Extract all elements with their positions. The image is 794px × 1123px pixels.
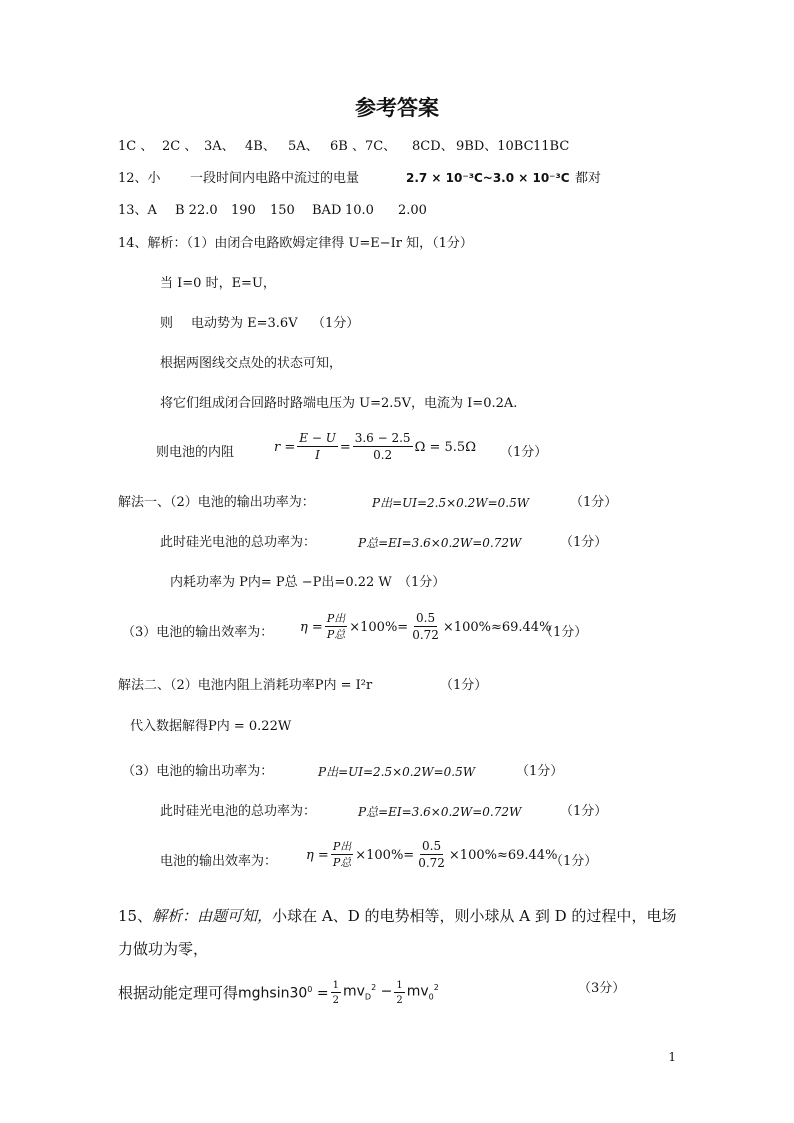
- q14-line-5: 将它们组成闭合回路时路端电压为 U=2.5V，电流为 I=0.2A.: [160, 396, 518, 411]
- m1-efficiency-label: （3）电池的输出效率为：: [122, 625, 274, 640]
- half-fraction: $\frac{1}{2}$: [396, 980, 403, 1006]
- fraction: [331, 841, 353, 869]
- q12-range: 2.7 × 10⁻³C~3.0 × 10⁻³C: [406, 171, 570, 185]
- q15-line-1: [118, 909, 676, 924]
- q13-item: BAD: [312, 203, 342, 218]
- formula-result: Ω = 5.5Ω: [414, 439, 476, 455]
- q15-energy-equation: [118, 980, 439, 1006]
- equation-lhs: $mghsin30^0$ =: [238, 984, 329, 1002]
- q14-line-3a: 则: [160, 316, 174, 331]
- fraction: [410, 612, 441, 642]
- m1-score: （1分）: [560, 535, 608, 550]
- numerator: 3.6 − 2.5: [353, 432, 413, 447]
- q12-number: 12、小: [118, 171, 161, 186]
- page-number: 1: [668, 1050, 676, 1064]
- numerator: P出: [325, 613, 347, 627]
- formula-mid: ×100%=: [355, 847, 415, 863]
- fraction: [325, 613, 347, 641]
- answer-item: 3A、: [204, 139, 235, 154]
- m1-line-1: 解法一、（2）电池的输出功率为：: [118, 495, 315, 510]
- answer-item: 2C 、: [162, 139, 198, 154]
- m1-internal-loss: 内耗功率为 P内= P总 −P出=0.22 W: [170, 575, 392, 590]
- m1-output-power: P出=UI=2.5×0.2W=0.5W: [372, 496, 530, 510]
- m1-score: （1分）: [570, 495, 618, 510]
- formula-lhs: r =: [274, 439, 296, 455]
- m2-line-4: 此时硅光电池的总功率为：: [160, 804, 317, 819]
- denominator: 0.72: [412, 628, 439, 643]
- equation-prefix: 根据动能定理可得: [118, 983, 239, 1002]
- m2-line-2: 代入数据解得P内 = 0.22W: [130, 719, 292, 734]
- eta-symbol: η =: [300, 619, 323, 635]
- q13-item: 2.00: [398, 203, 427, 218]
- q13-item: 150: [270, 203, 295, 218]
- page-title: 参考答案: [355, 96, 439, 120]
- answer-item: 9BD、10BC: [456, 139, 534, 154]
- q12-text: 一段时间内电路中流过的电量: [190, 171, 360, 186]
- equation-term: $mv_0^2$: [406, 983, 439, 1002]
- fraction: [416, 840, 447, 870]
- q14-line-4: 根据两图线交点处的状态可知，: [160, 356, 343, 371]
- numerator: 0.5: [420, 840, 443, 855]
- answer-item: 11BC: [533, 139, 570, 154]
- m2-score: （1分）: [440, 678, 488, 693]
- m2-output-power: P出=UI=2.5×0.2W=0.5W: [318, 765, 476, 779]
- formula-result: ×100%≈69.44%: [442, 619, 552, 635]
- answer-item: 1C 、: [118, 139, 154, 154]
- m2-score: （1分）: [560, 804, 608, 819]
- q14-line-1: 14、解析：（1）由闭合电路欧姆定律得 U=E−Ir 知，（1分）: [118, 236, 473, 251]
- q14-score: （1分）: [312, 316, 360, 331]
- q15-score: （3分）: [578, 981, 626, 996]
- m2-line-3: （3）电池的输出功率为：: [122, 764, 274, 779]
- formula-result: ×100%≈69.44%: [448, 847, 558, 863]
- m2-efficiency-label: 电池的输出效率为：: [160, 854, 278, 869]
- equation-term: $mv_D^2$ −: [342, 983, 393, 1002]
- answer-item: 8CD、: [412, 139, 454, 154]
- answer-item: 6B 、7C、: [330, 139, 397, 154]
- m1-total-power: P总=EI=3.6×0.2W=0.72W: [358, 536, 522, 550]
- numerator: P出: [331, 841, 353, 855]
- m2-score: （1分）: [550, 854, 598, 869]
- m1-score: （1分）: [540, 625, 588, 640]
- formula-mid: ×100%=: [349, 619, 409, 635]
- answer-item: 4B、: [245, 139, 276, 154]
- q15-line-2: 力做功为零，: [118, 940, 209, 958]
- denominator: I: [315, 448, 320, 463]
- q14-line-3b: 电动势为 E=3.6V: [191, 316, 298, 331]
- half-fraction: $\frac{1}{2}$: [332, 980, 339, 1006]
- m2-efficiency-formula: [306, 840, 557, 870]
- q13-item: 13、A: [118, 203, 157, 218]
- numerator: E − U: [297, 432, 338, 447]
- answer-item: 5A、: [288, 139, 319, 154]
- internal-resistance-formula: r = $\frac{E - U}{I}$ = $\frac{3.6 - 2.5}{0.2}$ Ω = 5.5Ω: [274, 431, 476, 463]
- q15-text: 小球在 A、D 的电势相等，则小球从 A 到 D 的过程中，电场: [272, 907, 677, 925]
- m2-score: （1分）: [516, 764, 564, 779]
- denominator: P总: [332, 856, 352, 870]
- denominator: 0.72: [418, 856, 445, 871]
- internal-resistance-label: 则电池的内阻: [156, 445, 235, 460]
- denominator: P总: [326, 628, 346, 642]
- q14-r-score: （1分）: [500, 445, 548, 460]
- fraction: [297, 432, 338, 462]
- eta-symbol: η =: [306, 847, 329, 863]
- m1-score: （1分）: [398, 575, 446, 590]
- fraction: [353, 432, 413, 462]
- q13-item: B 22.0: [175, 203, 218, 218]
- numerator: 0.5: [414, 612, 437, 627]
- m1-efficiency-formula: [300, 612, 551, 642]
- m2-total-power: P总=EI=3.6×0.2W=0.72W: [358, 805, 522, 819]
- q13-item: 10.0: [345, 203, 374, 218]
- q15-intro: 解析：由题可知，: [152, 907, 273, 925]
- m2-line-1: 解法二、（2）电池内阻上消耗功率P内 = I²r: [118, 678, 373, 693]
- denominator: 0.2: [373, 448, 393, 463]
- q14-line-2: 当 I=0 时，E=U，: [160, 276, 276, 291]
- q12-note: 都对: [575, 171, 602, 186]
- q13-item: 190: [231, 203, 256, 218]
- m1-line-2: 此时硅光电池的总功率为：: [160, 535, 317, 550]
- q15-number: 15、: [118, 907, 153, 925]
